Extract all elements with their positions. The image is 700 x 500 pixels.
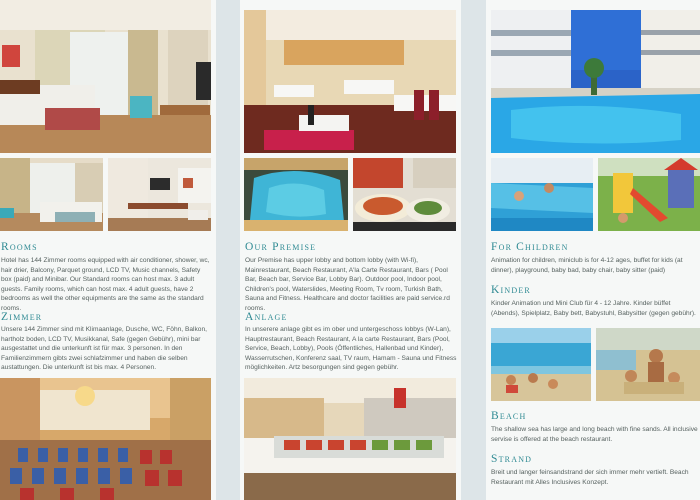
buffet-food-photo: [353, 158, 456, 231]
zimmer-heading: Zimmer: [1, 311, 43, 323]
strand-heading: Strand: [491, 453, 533, 465]
beach-children-photo: [596, 328, 700, 401]
premise-heading: Our Premise: [245, 241, 317, 253]
children-heading: For Children: [491, 241, 569, 253]
hotel-pool-photo: [491, 10, 700, 153]
waterslide-photo: [491, 158, 593, 231]
meeting-room-photo: [0, 378, 211, 500]
anlage-heading: Anlage: [245, 311, 288, 323]
premise-panel: [240, 0, 461, 500]
premise-text: Our Premise has upper lobby and bottom lobby (with Wi-fi), Mainrestaurant, Beach Restaurant, A'la Carte Restaurant, Bars ( Pool Bar, Beach bar, Service Bar, Lobby Bar). Outdoor pool, Indoor pool, Children's pool, Waterslides, Meeting Room, Tv room, Turkish Bath, Sauna and Fitness. Healthcare and doctor facilities are paid service.rd rooms.: [245, 257, 450, 312]
fold-gutter-right: [461, 0, 486, 500]
pool-aerial-photo: [244, 158, 348, 231]
strand-text: Breit und langer feinsandstrand der sich immer mehr vertieft. Beach Restaurant mit Alles Inclusives Konzept.: [491, 469, 689, 486]
buffet-counter-photo: [244, 378, 456, 500]
beach-heading: Beach: [491, 410, 527, 422]
kinder-text: Kinder Animation und Mini Club für 4 - 12 Jahre. Kinder büffet (Abends), Spielplatz, Baby bett, Babystuhl, Babysitter (gegen gebühr).: [491, 300, 696, 317]
zimmer-text: Unsere 144 Zimmer sind mit Klimaanlage, Dusche, WC, Föhn, Balkon, hartholz boden, LCD TV, Musikkanal, Safe (gegen Gebühr), mini bar ausgestattet und die unterkunft ist für max. 3 personen. In den Familienzimmern gibts zwei schlafzimmer und haben die selben austattungen. Die unterkunft ist bis max. 4 Personen.: [1, 326, 207, 372]
children-beach-panel: [486, 0, 700, 500]
bedroom-photo: [0, 0, 211, 153]
rooms-text: Hotel has 144 Zimmer rooms equipped with air conditioner, shower, wc, hair drier, Balcony, Parquet ground, LCD TV, Music channels, Safety box (paid) and Minibar. Our Standard rooms can host max. 3 adult guests. Family rooms, which can host max. 4 adult guests, have 2 bedrooms as well the other equipments are the same as the standard rooms.: [1, 257, 210, 312]
rooms-panel: [0, 0, 216, 500]
children-text: Animation for children, miniclub is for 4-12 ages, buffet for kids (at dinner), playground, baby bad, baby chair, baby sitter (paid): [491, 257, 683, 274]
room-desk-photo: [108, 158, 211, 231]
fold-gutter-left: [216, 0, 240, 500]
beach-family-photo: [491, 328, 591, 401]
rooms-heading: Rooms: [1, 241, 38, 253]
restaurant-photo: [244, 10, 456, 153]
twin-room-photo: [0, 158, 103, 231]
beach-text: The shallow sea has large and long beach with fine sands. All inclusive servise is offered at the beach restaurant.: [491, 426, 698, 443]
playground-photo: [598, 158, 700, 231]
anlage-text: In unserere anlage gibt es im ober und untergeschoss lobbys (W-Lan), Hauptrestaurant, Beach Restaurant, A la carte Restaurant, Bars (Pool, Service, Beach, Lobby), Pools (Öffentliches, Hallenbad und Kinder), Wasserrutschen, Konferenz saal, TV raum, Hamam - Sauna und Fitness möglichkeiten. Artz besorgungen sind gegen gebühr.: [245, 326, 457, 372]
kinder-heading: Kinder: [491, 284, 531, 296]
